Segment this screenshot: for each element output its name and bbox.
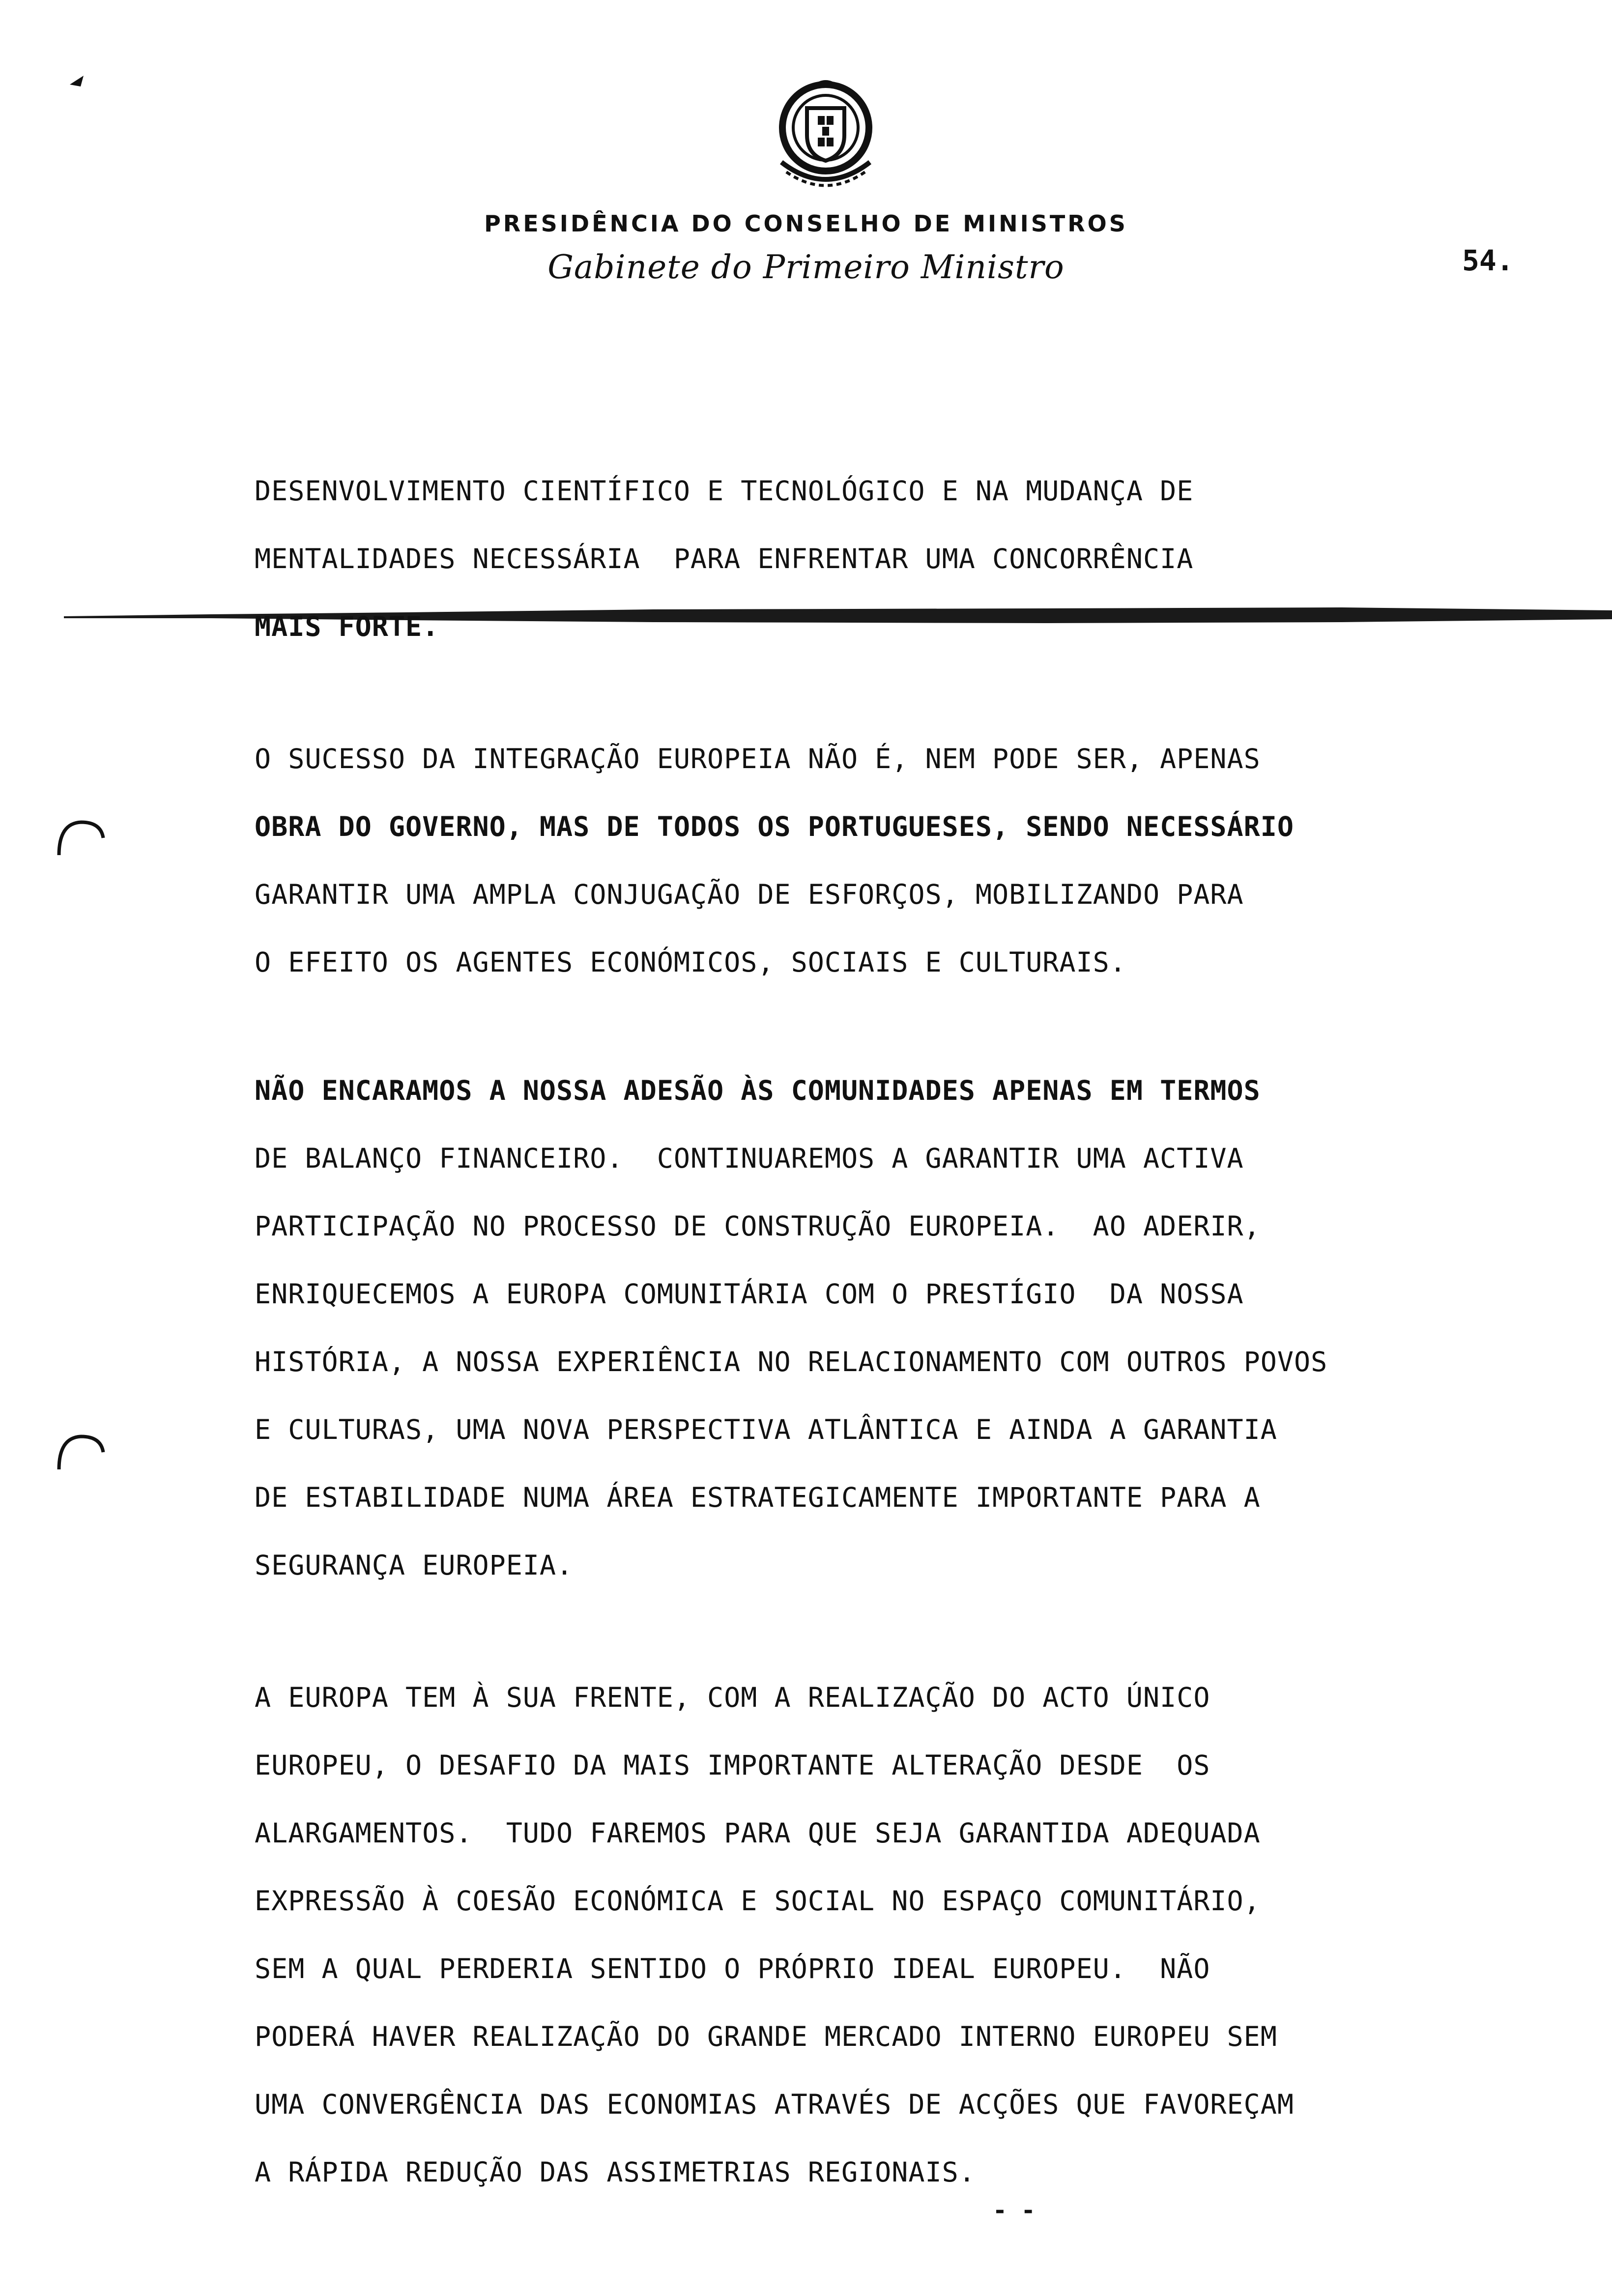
text-line: HISTÓRIA, A NOSSA EXPERIÊNCIA NO RELACIONAMENTO COM OUTROS POVOS — [255, 1346, 1328, 1378]
text-line: OBRA DO GOVERNO, MAS DE TODOS OS PORTUGUESES, SENDO NECESSÁRIO — [255, 811, 1294, 842]
text-line: PODERÁ HAVER REALIZAÇÃO DO GRANDE MERCADO INTERNO EUROPEU SEM — [255, 2021, 1277, 2052]
text-line: E CULTURAS, UMA NOVA PERSPECTIVA ATLÂNTICA E AINDA A GARANTIA — [255, 1414, 1277, 1445]
text-line: O EFEITO OS AGENTES ECONÓMICOS, SOCIAIS E CULTURAIS. — [255, 947, 1126, 978]
text-line: ENRIQUECEMOS A EUROPA COMUNITÁRIA COM O PRESTÍGIO DA NOSSA — [255, 1278, 1244, 1310]
continuation-mark: - - — [993, 2197, 1036, 2224]
text-line: NÃO ENCARAMOS A NOSSA ADESÃO ÀS COMUNIDADES APENAS EM TERMOS — [255, 1075, 1261, 1106]
text-line: GARANTIR UMA AMPLA CONJUGAÇÃO DE ESFORÇOS, MOBILIZANDO PARA — [255, 879, 1244, 910]
text-line: O SUCESSO DA INTEGRAÇÃO EUROPEIA NÃO É, NEM PODE SER, APENAS — [255, 743, 1261, 775]
text-line: DE BALANÇO FINANCEIRO. CONTINUAREMOS A GARANTIR UMA ACTIVA — [255, 1143, 1244, 1174]
text-line: EXPRESSÃO À COESÃO ECONÓMICA E SOCIAL NO ESPAÇO COMUNITÁRIO, — [255, 1885, 1261, 1917]
paragraph-1 — [255, 457, 1582, 660]
coat-of-arms-emblem — [767, 74, 885, 201]
text-line: UMA CONVERGÊNCIA DAS ECONOMIAS ATRAVÉS DE ACÇÕES QUE FAVOREÇAM — [255, 2089, 1294, 2120]
cabinet-subheading: Gabinete do Primeiro Ministro — [547, 248, 1065, 286]
page-number: 54. — [1462, 244, 1514, 277]
text-line: A EUROPA TEM À SUA FRENTE, COM A REALIZAÇÃO DO ACTO ÚNICO — [255, 1682, 1210, 1713]
punch-hole-mark — [54, 1433, 108, 1472]
office-heading: PRESIDÊNCIA DO CONSELHO DE MINISTROS — [484, 210, 1128, 237]
text-line: DESENVOLVIMENTO CIENTÍFICO E TECNOLÓGICO E NA MUDANÇA DE — [255, 475, 1194, 507]
text-line: DE ESTABILIDADE NUMA ÁREA ESTRATEGICAMENTE IMPORTANTE PARA A — [255, 1482, 1261, 1513]
text-line: A RÁPIDA REDUÇÃO DAS ASSIMETRIAS REGIONAIS. — [255, 2156, 976, 2188]
text-line: MAIS FORTE. — [255, 611, 439, 642]
text-line: SEGURANÇA EUROPEIA. — [255, 1550, 574, 1581]
corner-mark — [69, 74, 88, 88]
paragraph-3 — [255, 1057, 1582, 1599]
text-line: ALARGAMENTOS. TUDO FAREMOS PARA QUE SEJA GARANTIDA ADEQUADA — [255, 1817, 1261, 1849]
text-line: PARTICIPAÇÃO NO PROCESSO DE CONSTRUÇÃO EUROPEIA. AO ADERIR, — [255, 1210, 1261, 1242]
paragraph-2 — [255, 725, 1582, 996]
text-line: MENTALIDADES NECESSÁRIA PARA ENFRENTAR UMA CONCORRÊNCIA — [255, 543, 1194, 574]
text-line: SEM A QUAL PERDERIA SENTIDO O PRÓPRIO IDEAL EUROPEU. NÃO — [255, 1953, 1210, 1984]
punch-hole-mark — [54, 818, 108, 858]
text-line: EUROPEU, O DESAFIO DA MAIS IMPORTANTE ALTERAÇÃO DESDE OS — [255, 1750, 1210, 1781]
paragraph-4 — [255, 1664, 1582, 2206]
